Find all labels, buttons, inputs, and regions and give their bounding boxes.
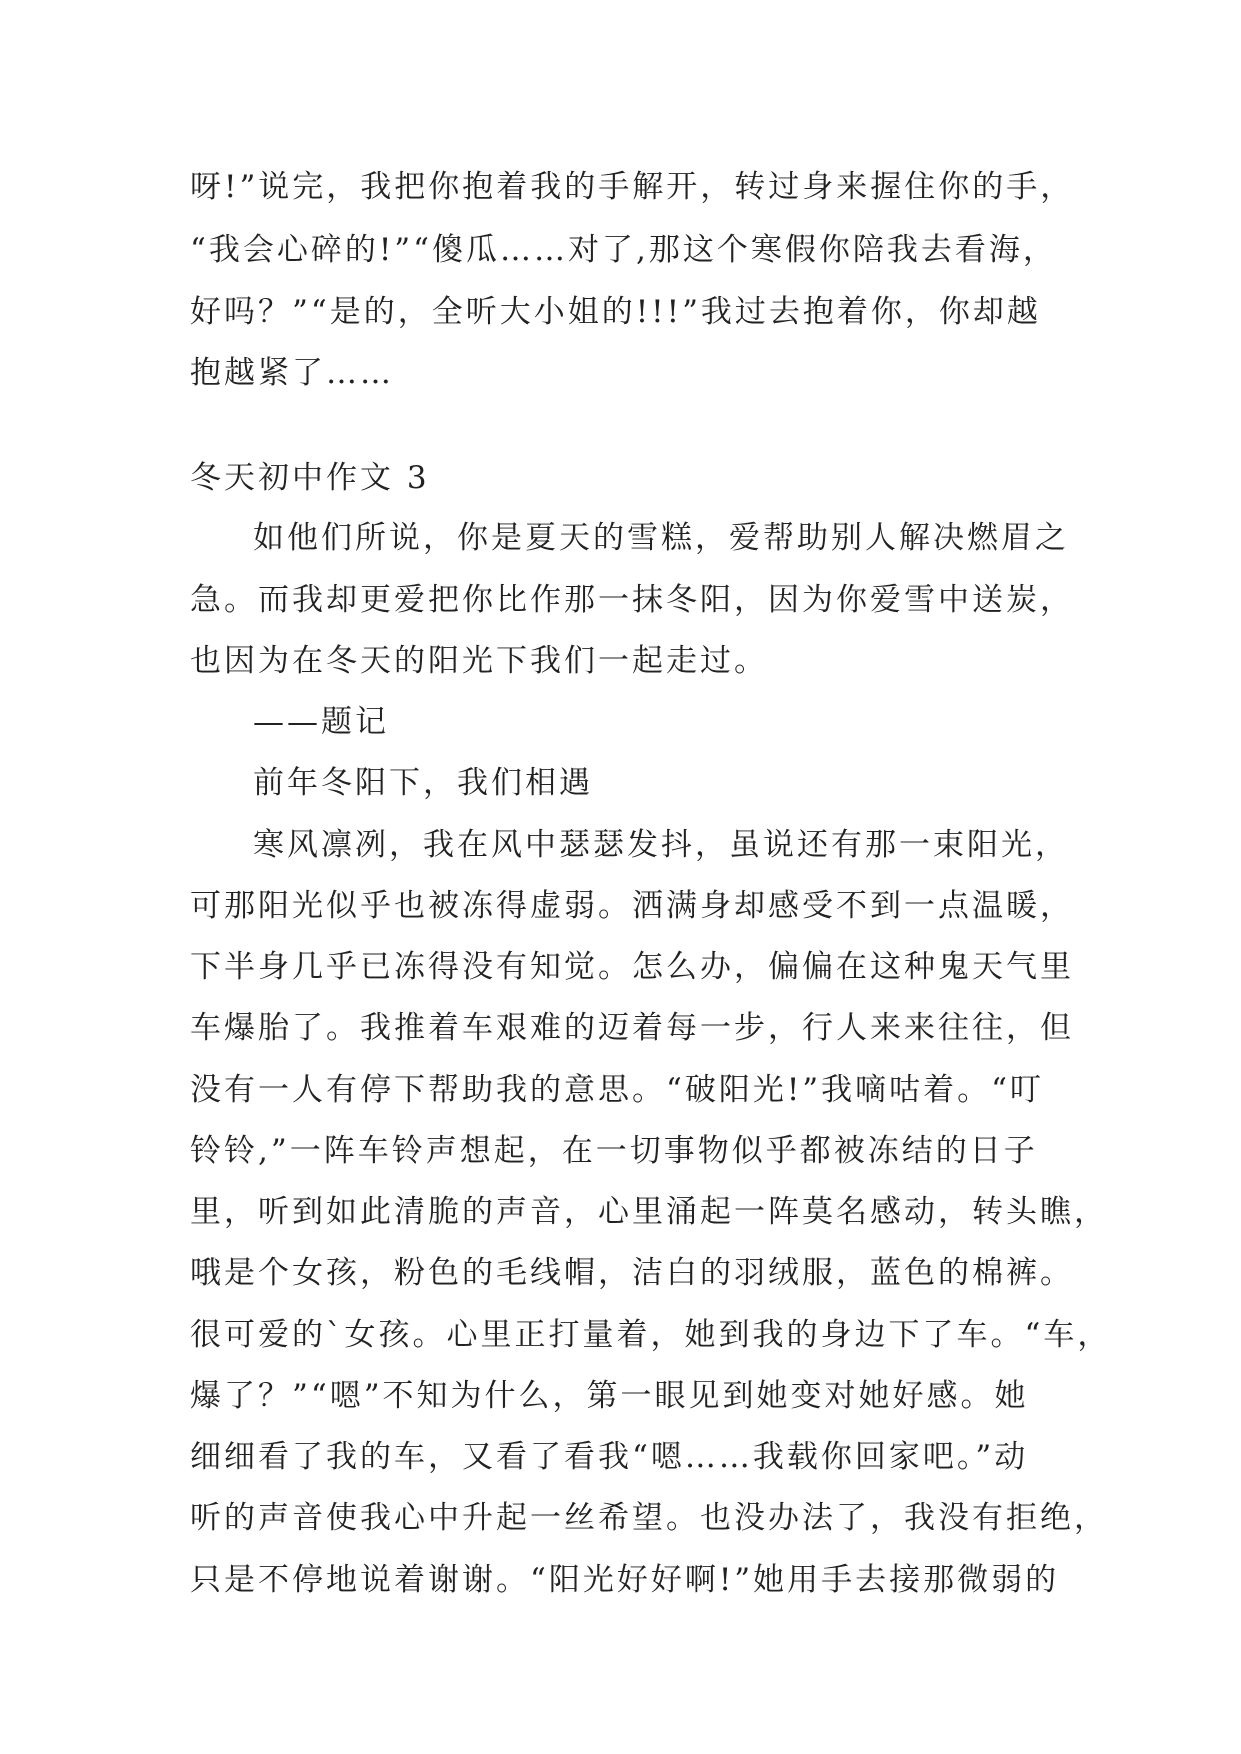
text-line: 急。而我却更爱把你比作那一抹冬阳，因为你爱雪中送炭，: [190, 582, 1074, 618]
text-line: 铃铃,”一阵车铃声想起，在一切事物似乎都被冻结的日子: [190, 1133, 1038, 1169]
section-title: 冬天初中作文 3: [190, 460, 430, 496]
text-line: 好吗？”“是的，全听大小姐的!!!”我过去抱着你，你却越: [190, 294, 1041, 330]
subheading: 前年冬阳下，我们相遇: [253, 765, 593, 801]
paragraph-first-line: 如他们所说，你是夏天的雪糕，爱帮助别人解决燃眉之: [253, 520, 1069, 556]
text-line: 里，听到如此清脆的声音，心里涌起一阵莫名感动，转头瞧，: [190, 1194, 1108, 1230]
text-line: “我会心碎的!”“傻瓜……对了,那这个寒假你陪我去看海，: [190, 232, 1057, 268]
text-line: 也因为在冬天的阳光下我们一起走过。: [190, 643, 768, 679]
text-line: 只是不停地说着谢谢。“阳光好好啊!”她用手去接那微弱的: [190, 1562, 1060, 1598]
text-line: 没有一人有停下帮助我的意思。“破阳光!”我嘀咕着。“叮: [190, 1072, 1044, 1108]
inscription: ——题记: [253, 704, 389, 740]
text-line: 听的声音使我心中升起一丝希望。也没办法了，我没有拒绝，: [190, 1500, 1108, 1536]
text-line: 下半身几乎已冻得没有知觉。怎么办，偏偏在这种鬼天气里: [190, 949, 1074, 985]
text-line: 抱越紧了……: [190, 355, 394, 391]
text-line: 车爆胎了。我推着车艰难的迈着每一步，行人来来往往，但: [190, 1010, 1074, 1046]
text-line: 细细看了我的车，又看了看我“嗯……我载你回家吧。”动: [190, 1439, 1029, 1475]
text-line: 哦是个女孩，粉色的毛线帽，洁白的羽绒服，蓝色的棉裤。: [190, 1255, 1074, 1291]
text-line: 可那阳光似乎也被冻得虚弱。洒满身却感受不到一点温暖，: [190, 888, 1074, 924]
text-line: 爆了？”“嗯”不知为什么，第一眼见到她变对她好感。她: [190, 1378, 1029, 1414]
text-line: 呀!”说完，我把你抱着我的手解开，转过身来握住你的手，: [190, 169, 1075, 205]
text-line: 很可爱的`女孩。心里正打量着，她到我的身边下了车。“车，: [190, 1317, 1112, 1353]
paragraph-first-line: 寒风凛冽，我在风中瑟瑟发抖，虽说还有那一束阳光，: [253, 827, 1069, 863]
